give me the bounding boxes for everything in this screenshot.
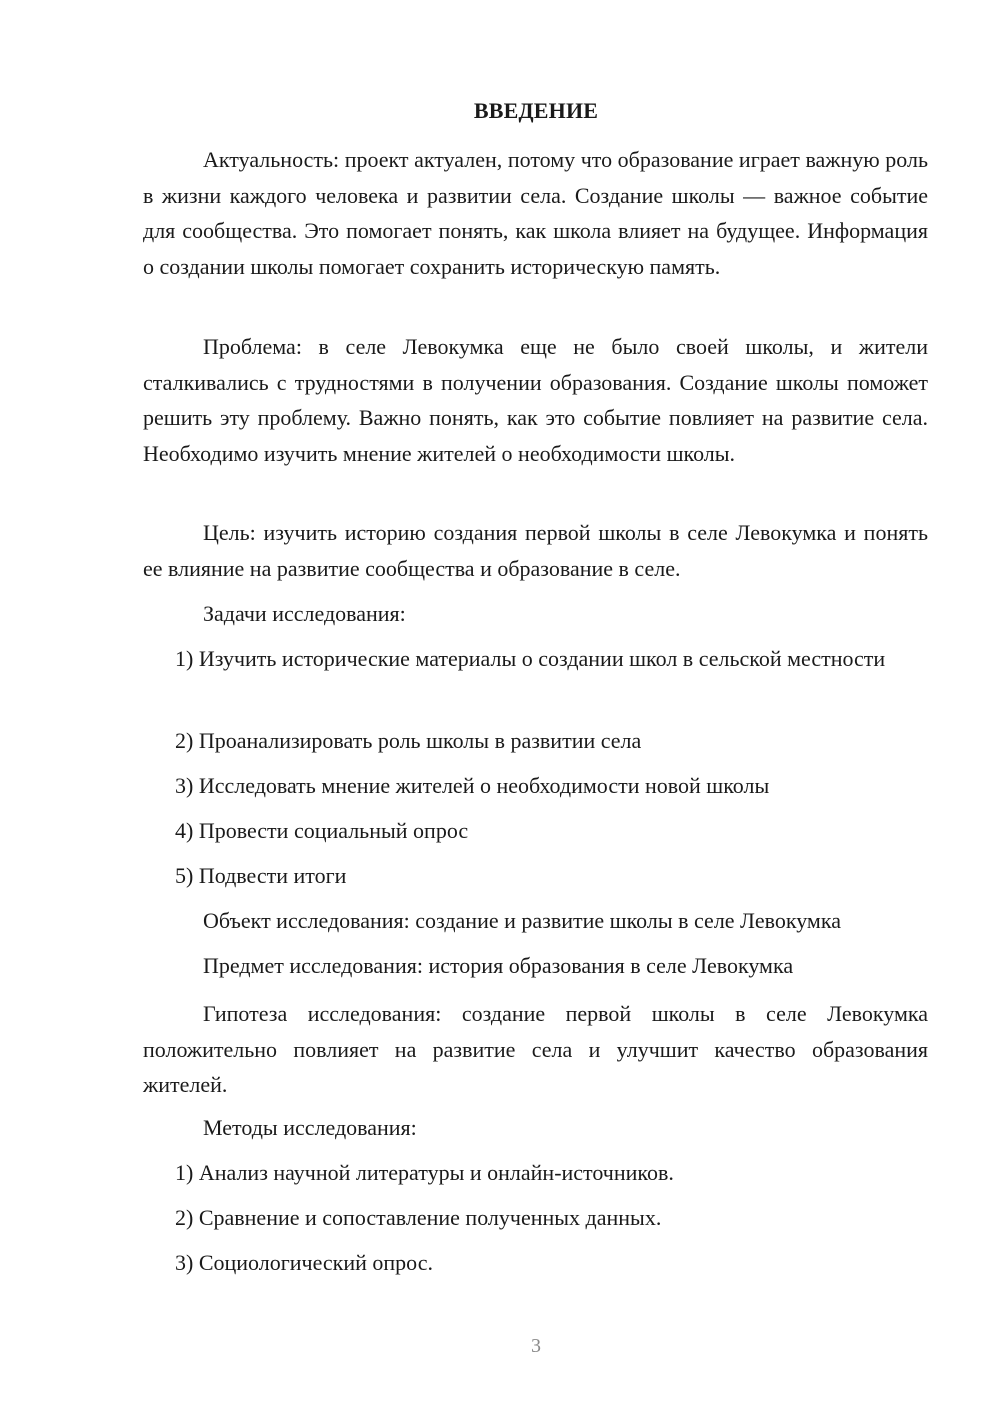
- task-item: 3) Исследовать мнение жителей о необходимости новой школы: [175, 773, 770, 798]
- method-item: 3) Социологический опрос.: [175, 1250, 433, 1275]
- section-title: ВВЕДЕНИЕ: [473, 98, 599, 123]
- problem-paragraph: Проблема: в селе Левокумка еще не было своей школы, и жители сталкивались с трудностями в получении образования. Создание школы поможет решить эту проблему. Важно понять, как это событие повлияет на развитие села. Необходимо изучить мнение жителей о необходимости школы.: [143, 334, 928, 466]
- method-item: 2) Сравнение и сопоставление полученных данных.: [175, 1205, 662, 1230]
- tasks-heading: Задачи исследования:: [203, 601, 406, 626]
- task-item: 2) Проанализировать роль школы в развитии села: [175, 728, 642, 753]
- goal-paragraph: Цель: изучить историю создания первой школы в селе Левокумка и понять ее влияние на развитие сообщества и образование в селе.: [143, 520, 928, 581]
- task-item: 4) Провести социальный опрос: [175, 818, 469, 843]
- object-line: Объект исследования: создание и развитие школы в селе Левокумка: [203, 908, 841, 933]
- page-number: 3: [531, 1335, 541, 1357]
- hypothesis-paragraph: Гипотеза исследования: создание первой школы в селе Левокумка положительно повлияет на развитие села и улучшит качество образования жителей.: [143, 1001, 928, 1097]
- method-item: 1) Анализ научной литературы и онлайн-источников.: [175, 1160, 674, 1185]
- methods-heading: Методы исследования:: [203, 1115, 417, 1140]
- relevance-paragraph: Актуальность: проект актуален, потому что образование играет важную роль в жизни каждого человека и развитии села. Создание школы — важное событие для сообщества. Это помогает понять, как школа влияет на будущее. Информация о создании школы помогает сохранить историческую память.: [143, 147, 928, 279]
- task-item: 5) Подвести итоги: [175, 863, 347, 888]
- task-item: 1) Изучить исторические материалы о создании школ в сельской местности: [175, 646, 886, 671]
- subject-line: Предмет исследования: история образования в селе Левокумка: [203, 953, 794, 978]
